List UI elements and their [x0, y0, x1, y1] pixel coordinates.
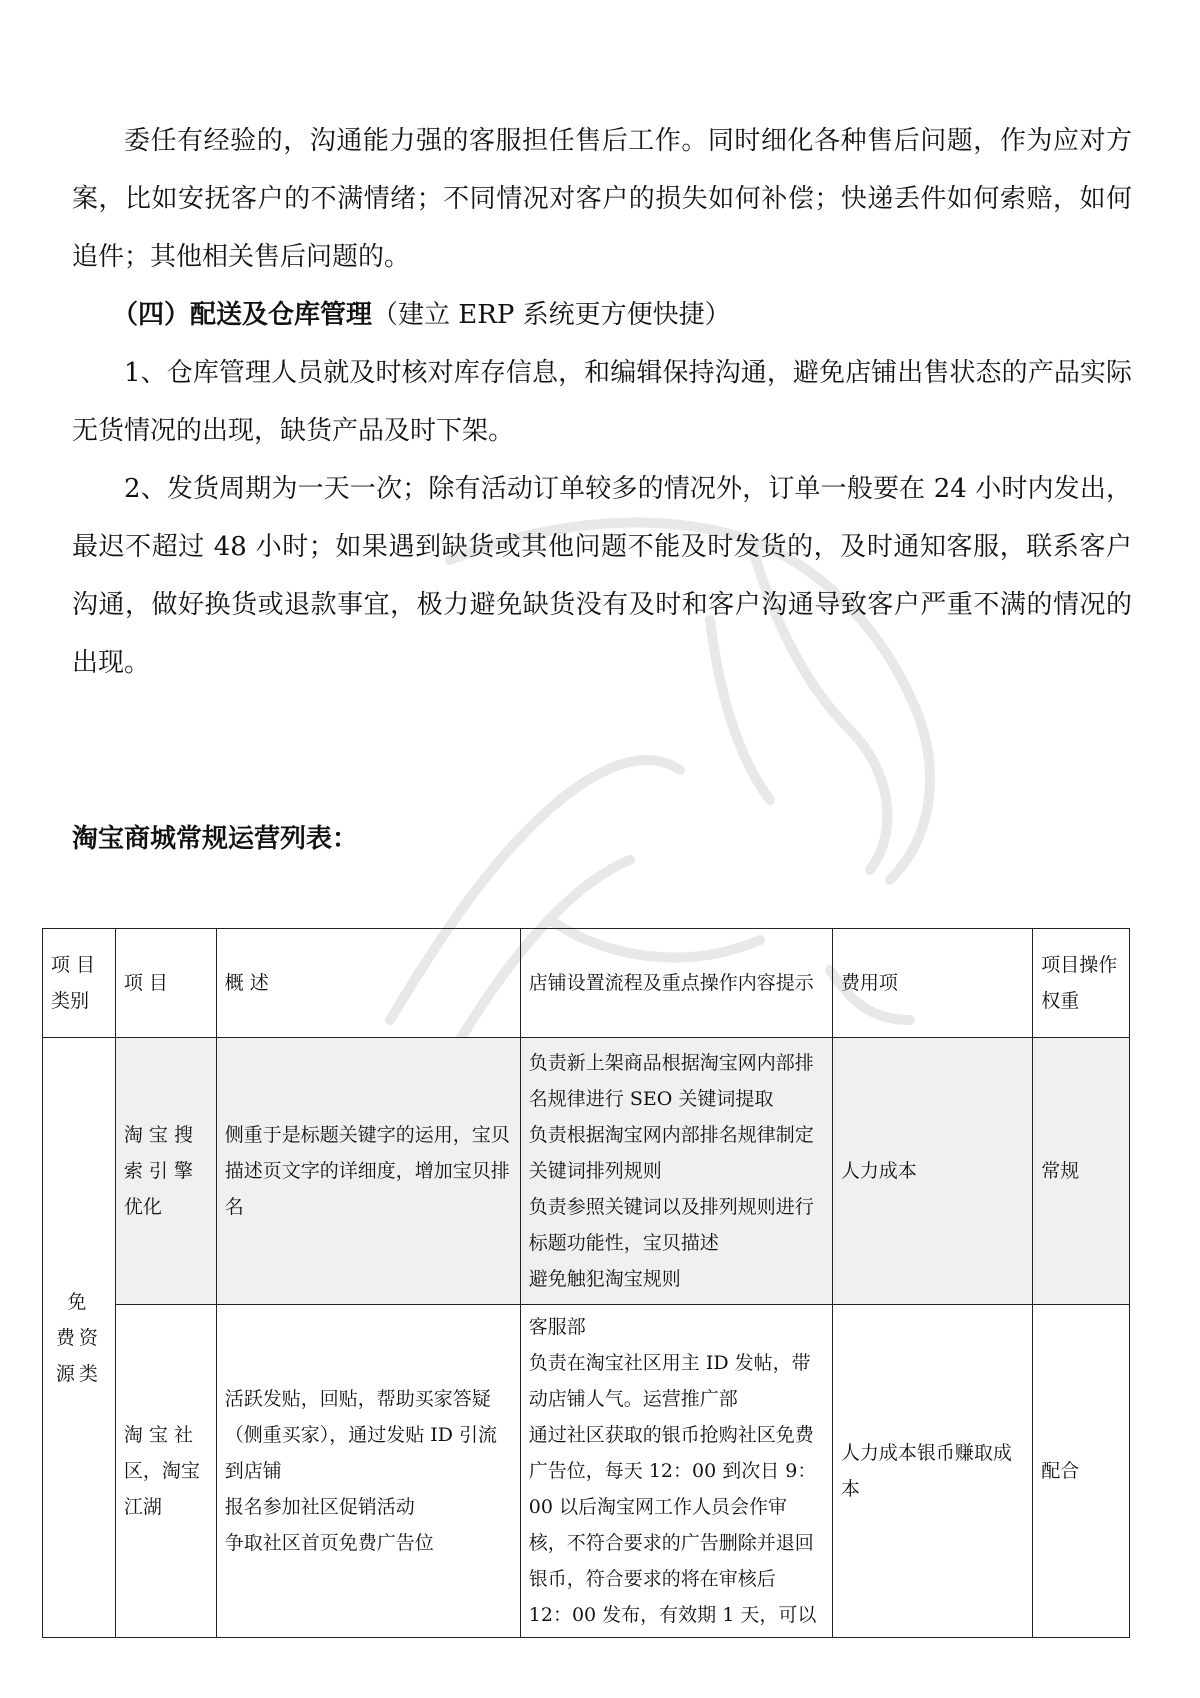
table-header-row [43, 929, 1130, 1038]
process-line: 负责根据淘宝网内部排名规律制定关键词排列规则 [528, 1124, 814, 1182]
process-line: 避免触犯淘宝规则 [528, 1268, 681, 1290]
operations-table [42, 928, 1130, 1638]
header-cost: 费用项 [832, 929, 1032, 1038]
process-cell [520, 1305, 832, 1638]
summary-line: 活跃发贴，回贴，帮助买家答疑（侧重买家），通过发贴 ID 引流到店铺 [224, 1388, 498, 1482]
heading-bold-text: （四）配送及仓库管理 [112, 300, 373, 330]
paragraph-shipping: 2、发货周期为一天一次；除有活动订单较多的情况外，订单一般要在 24 小时内发出，最迟不超过 48 小时；如果遇到缺货或其他问题不能及时发货的，及时通知客服，联系客户沟通，做好换货或退款事宜，极力避免缺货没有及时和客户沟通导致客户严重不满的情况的出现。 [72, 474, 1132, 678]
process-cell [520, 1038, 832, 1305]
item-cell: 淘 宝 搜索 引 擎优化 [115, 1038, 216, 1305]
table-row [43, 1305, 1130, 1638]
weight-cell: 配合 [1033, 1305, 1130, 1638]
process-line: 通过社区获取的银币抢购社区免费广告位，每天 12：00 到次日 9：00 以后淘宝网工作人员会作审核，不符合要求的广告删除并退回银币，符合要求的将在审核后 12：00 发布，有效期 1 天，可以 [528, 1424, 817, 1626]
table-title: 淘宝商城常规运营列表： [72, 824, 359, 854]
summary-cell: 侧重于是标题关键字的运用，宝贝描述页文字的详细度，增加宝贝排名 [216, 1038, 520, 1305]
header-weight: 项目操作权重 [1033, 929, 1130, 1038]
header-process: 店铺设置流程及重点操作内容提示 [520, 929, 832, 1038]
item-cell: 淘 宝 社区，淘宝江湖 [115, 1305, 216, 1638]
document-body [72, 112, 1132, 692]
header-item: 项 目 [115, 929, 216, 1038]
process-line: 客服部 [528, 1316, 586, 1338]
paragraph-warehouse: 1、仓库管理人员就及时核对库存信息，和编辑保持沟通，避免店铺出售状态的产品实际无货情况的出现，缺货产品及时下架。 [72, 358, 1132, 446]
section-heading-delivery [72, 286, 1132, 344]
process-line: 负责参照关键词以及排列规则进行标题功能性，宝贝描述 [528, 1196, 814, 1254]
heading-note: （建立 ERP 系统更方便快捷） [372, 300, 731, 330]
header-category: 项 目类别 [43, 929, 116, 1038]
weight-cell: 常规 [1033, 1038, 1130, 1305]
paragraph-after-sales: 委任有经验的，沟通能力强的客服担任售后工作。同时细化各种售后问题，作为应对方案，比如安抚客户的不满情绪；不同情况对客户的损失如何补偿；快递丢件如何索赔，如何追件；其他相关售后问题的。 [72, 126, 1132, 272]
summary-line: 争取社区首页免费广告位 [224, 1532, 434, 1554]
table-row [43, 1038, 1130, 1305]
process-line: 负责新上架商品根据淘宝网内部排名规律进行 SEO 关键词提取 [528, 1052, 814, 1110]
summary-cell [216, 1305, 520, 1638]
summary-line: 报名参加社区促销活动 [224, 1496, 415, 1518]
category-cell: 免 费资 源类 [43, 1038, 116, 1638]
cost-cell: 人力成本银币赚取成本 [832, 1305, 1032, 1638]
cost-cell: 人力成本 [832, 1038, 1032, 1305]
process-line: 负责在淘宝社区用主 ID 发帖，带动店铺人气。运营推广部 [528, 1352, 811, 1410]
header-summary: 概 述 [216, 929, 520, 1038]
